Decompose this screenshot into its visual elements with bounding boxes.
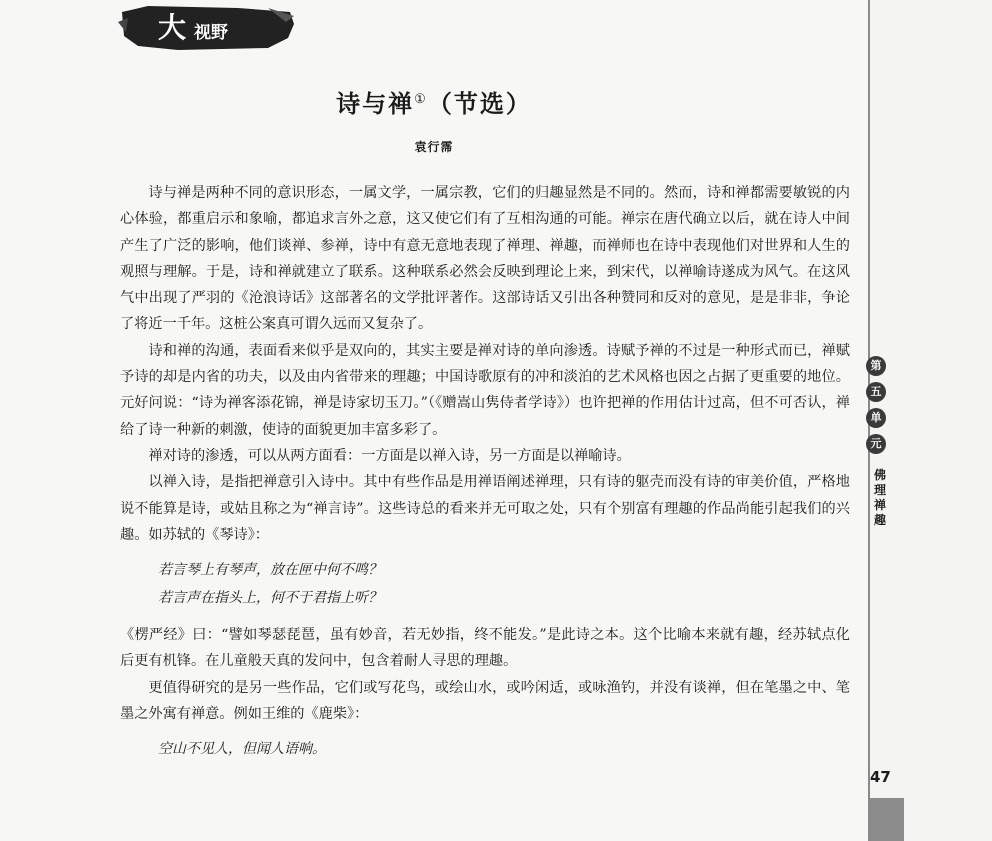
page-number: 47 <box>870 768 891 786</box>
unit-name: 佛理禅趣 <box>873 468 886 527</box>
poem-line: 空山不见人，但闻人语响。 <box>158 741 326 758</box>
paragraph: 诗和禅的沟通，表面看来似乎是双向的，其实主要是禅对诗的单向渗透。诗赋予禅的不过是一种形式而已，禅赋予诗的却是内省的功夫，以及由内省带来的理趣；中国诗歌原有的冲和淡泊的艺术风格也因之占据了更重要的地位。元好问说：“诗为禅客添花锦，禅是诗家切玉刀。”（《赠嵩山隽侍者学诗》）也许把禅的作用估计过高，但不可否认，禅给了诗一种新的刺激，使诗的面貌更加丰富多彩了。 <box>120 342 850 438</box>
title-text: 诗与禅 <box>336 89 415 118</box>
footnote-mark: ① <box>414 92 428 107</box>
article-author: 袁行霈 <box>414 140 454 154</box>
banner-big-char: 大 <box>158 11 187 44</box>
article-body <box>120 180 850 763</box>
thumb-tab <box>870 798 904 841</box>
section-banner <box>118 2 296 52</box>
article-title <box>0 84 868 119</box>
paragraph: 禅对诗的渗透，可以从两方面看：一方面是以禅入诗，另一方面是以禅喻诗。 <box>148 447 631 464</box>
banner-small-text: 视野 <box>194 23 228 43</box>
unit-badge: 第 <box>866 356 886 376</box>
unit-badge: 元 <box>866 434 886 454</box>
paragraph: 以禅入诗，是指把禅意引入诗中。其中有些作品是用禅语阐述禅理，只有诗的躯壳而没有诗的审美价值，严格地说不能算是诗，或姑且称之为“禅言诗”。这些诗总的看来并无可取之处，只有个别富有理趣的作品尚能引起我们的兴趣。如苏轼的《琴诗》： <box>120 474 850 543</box>
unit-badges <box>866 356 888 460</box>
paragraph: 《楞严经》曰：“譬如琴瑟琵琶，虽有妙音，若无妙指，终不能发。”是此诗之本。这个比喻本来就有趣，经苏轼点化后更有机锋。在儿童般天真的发问中，包含着耐人寻思的理趣。 <box>120 627 850 670</box>
title-subtitle: （节选） <box>427 89 532 118</box>
unit-badge: 单 <box>866 408 886 428</box>
paragraph: 诗与禅是两种不同的意识形态，一属文学，一属宗教，它们的归趣显然是不同的。然而，诗和禅都需要敏锐的内心体验，都重启示和象喻，都追求言外之意，这又使它们有了互相沟通的可能。禅宗在唐代确立以后，就在诗人中间产生了广泛的影响，他们谈禅、参禅，诗中有意无意地表现了禅理、禅趣，而禅师也在诗中表现他们对世界和人生的观照与理解。于是，诗和禅就建立了联系。这种联系必然会反映到理论上来，到宋代，以禅喻诗遂成为风气。在这风气中出现了严羽的《沧浪诗话》这部著名的文学批评著作。这部诗话又引出各种赞同和反对的意见，是是非非，争论了将近一千年。这桩公案真可谓久远而又复杂了。 <box>120 185 850 333</box>
paragraph: 更值得研究的是另一些作品，它们或写花鸟，或绘山水，或吟闲适，或咏渔钓，并没有谈禅，但在笔墨之中、笔墨之外寓有禅意。例如王维的《鹿柴》： <box>120 679 850 723</box>
unit-badge: 五 <box>866 382 886 402</box>
poem-line: 若言琴上有琴声，放在匣中何不鸣？ <box>158 562 382 579</box>
poem-line: 若言声在指头上，何不于君指上听？ <box>158 590 382 607</box>
